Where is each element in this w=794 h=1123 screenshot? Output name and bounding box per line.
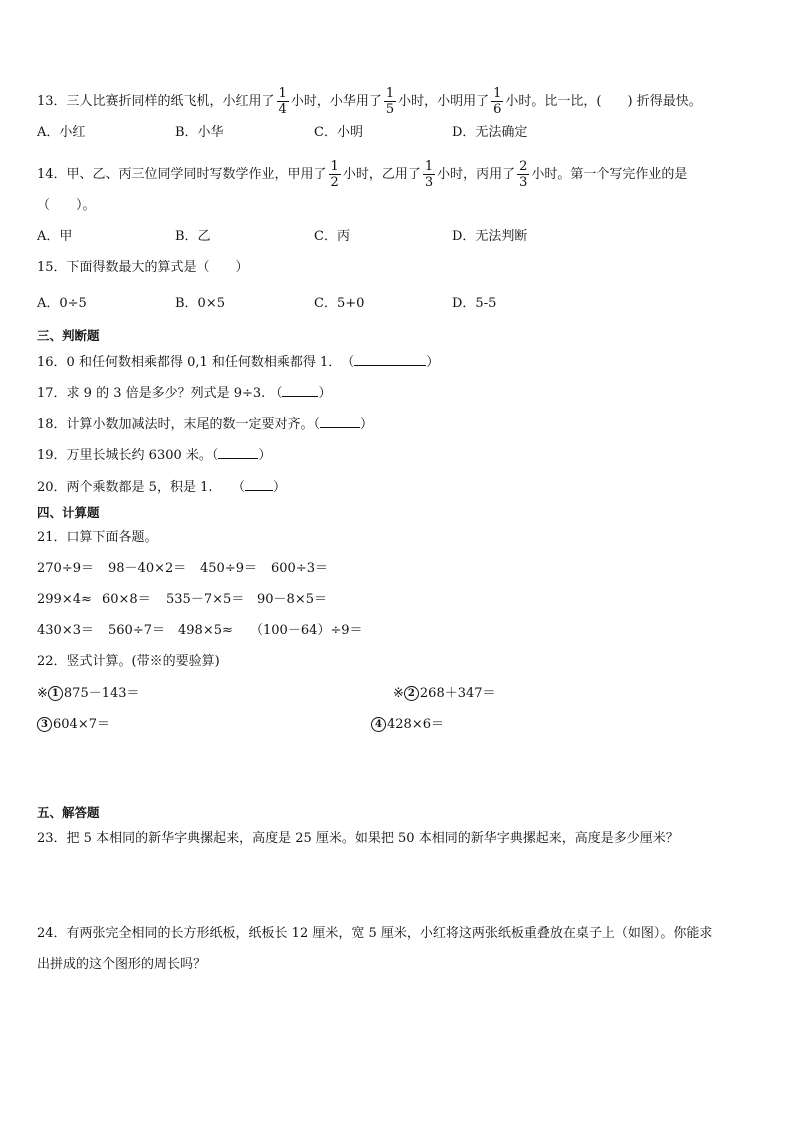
answer-blank[interactable] (354, 353, 426, 366)
circled-number: 4 (371, 717, 386, 732)
q19-text: 19．万里长城长约 6300 米。（ (37, 448, 219, 463)
question-19 (37, 446, 271, 465)
fraction: $\frac{2}{3}$ (519, 159, 528, 190)
q14-answer-line: （ ）。 (37, 198, 96, 213)
circled-number: 2 (404, 686, 419, 701)
q18-text: 18．计算小数加减法时，末尾的数一定要对齐。（ (37, 417, 321, 432)
calc-item: 450÷9＝ (200, 561, 257, 576)
close-paren: ） (318, 386, 332, 401)
option-d: D．无法判断 (452, 229, 528, 244)
answer-blank[interactable] (320, 415, 360, 428)
section-title: 五、解答题 (37, 805, 100, 820)
q14-text-1: 14．甲、乙、丙三位同学同时写数学作业，甲用了 (37, 167, 327, 182)
question-23: 23．把 5 本相同的新华字典摞起来，高度是 25 厘米。如果把 50 本相同的新华字典摞起来，高度是多少厘米？ (37, 831, 679, 846)
calc-item: 90－8×5＝ (257, 592, 327, 607)
answer-blank[interactable] (245, 478, 273, 491)
calc-item: 560÷7＝ (108, 623, 165, 638)
q13-text-4: 小时。比一比，( ) 折得最快。 (505, 94, 702, 109)
question-16 (37, 353, 439, 372)
vertical-calc-item: 4 428×6＝ (371, 716, 444, 734)
option-b: B．乙 (175, 229, 211, 244)
q13-text-2: 小时，小华用了 (290, 94, 382, 109)
fraction: $\frac{1}{4}$ (278, 86, 287, 117)
calc-item: 498×5≈ (178, 623, 233, 638)
q14-text-4: 小时。第一个写完作业的是 (531, 167, 688, 182)
option-b: B．小华 (175, 125, 224, 140)
q14-text-3: 小时，丙用了 (437, 167, 516, 182)
fraction: $\frac{1}{6}$ (493, 86, 502, 117)
circled-number: 1 (48, 686, 63, 701)
fraction: $\frac{1}{2}$ (330, 159, 339, 190)
circled-number: 3 (37, 717, 52, 732)
calc-item: 270÷9＝ (37, 561, 94, 576)
q13-text-3: 小时，小明用了 (398, 94, 490, 109)
question-13 (37, 86, 702, 117)
section-title: 四、计算题 (37, 505, 100, 520)
vertical-calc-item: ※ 2 268＋347＝ (393, 686, 496, 701)
option-d: D．5-5 (452, 296, 497, 311)
answer-blank[interactable] (282, 384, 318, 397)
option-a: A．0÷5 (37, 296, 87, 311)
question-15: 15．下面得数最大的算式是（ ） (37, 260, 249, 275)
question-24-cont: 出拼成的这个图形的周长吗？ (37, 957, 207, 972)
question-20 (37, 478, 286, 497)
option-c: C．小明 (314, 125, 363, 140)
calc-item: 535－7×5＝ (166, 592, 245, 607)
question-24: 24．有两张完全相同的长方形纸板，纸板长 12 厘米，宽 5 厘米，小红将这两张纸板重叠放在桌子上（如图）。你能求 (37, 926, 713, 941)
close-paren: ） (272, 480, 286, 495)
section-title: 三、判断题 (37, 328, 100, 343)
question-22: 22．竖式计算。(带※的要验算) (37, 654, 220, 669)
option-b: B．0×5 (175, 296, 225, 311)
option-a: A．甲 (37, 229, 73, 244)
close-paren: ） (258, 448, 272, 463)
q20-text: 20．两个乘数都是 5，积是 1. （ (37, 480, 245, 495)
answer-blank[interactable] (218, 446, 258, 459)
calc-item: 600÷3＝ (271, 561, 328, 576)
q14-text-2: 小时，乙用了 (342, 167, 421, 182)
calc-item: 60×8＝ (102, 592, 151, 607)
close-paren: ） (426, 355, 440, 370)
calc-item: 299×4≈ (37, 592, 92, 607)
close-paren: ） (360, 417, 374, 432)
vertical-calc-item: 3 604×7＝ (37, 716, 110, 734)
vertical-calc-item: ※ 1 875－143＝ (37, 686, 140, 701)
option-c: C．丙 (314, 229, 350, 244)
fraction: $\frac{1}{5}$ (385, 86, 395, 117)
question-17 (37, 384, 331, 403)
option-a: A．小红 (37, 125, 86, 140)
calc-item: （100－64）÷9＝ (250, 623, 363, 638)
q17-text: 17．求 9 的 3 倍是多少？列式是 9÷3. （ (37, 386, 283, 401)
question-21: 21．口算下面各题。 (37, 530, 158, 545)
fraction: $\frac{1}{3}$ (424, 159, 434, 190)
question-14 (37, 159, 687, 190)
q13-text-1: 13．三人比赛折同样的纸飞机，小红用了 (37, 94, 275, 109)
calc-item: 430×3＝ (37, 623, 94, 638)
option-c: C．5+0 (314, 296, 365, 311)
question-18 (37, 415, 373, 434)
calc-item: 98－40×2＝ (108, 561, 187, 576)
q16-text: 16．0 和任何数相乘都得 0,1 和任何数相乘都得 1． （ (37, 355, 355, 370)
option-d: D．无法确定 (452, 125, 528, 140)
